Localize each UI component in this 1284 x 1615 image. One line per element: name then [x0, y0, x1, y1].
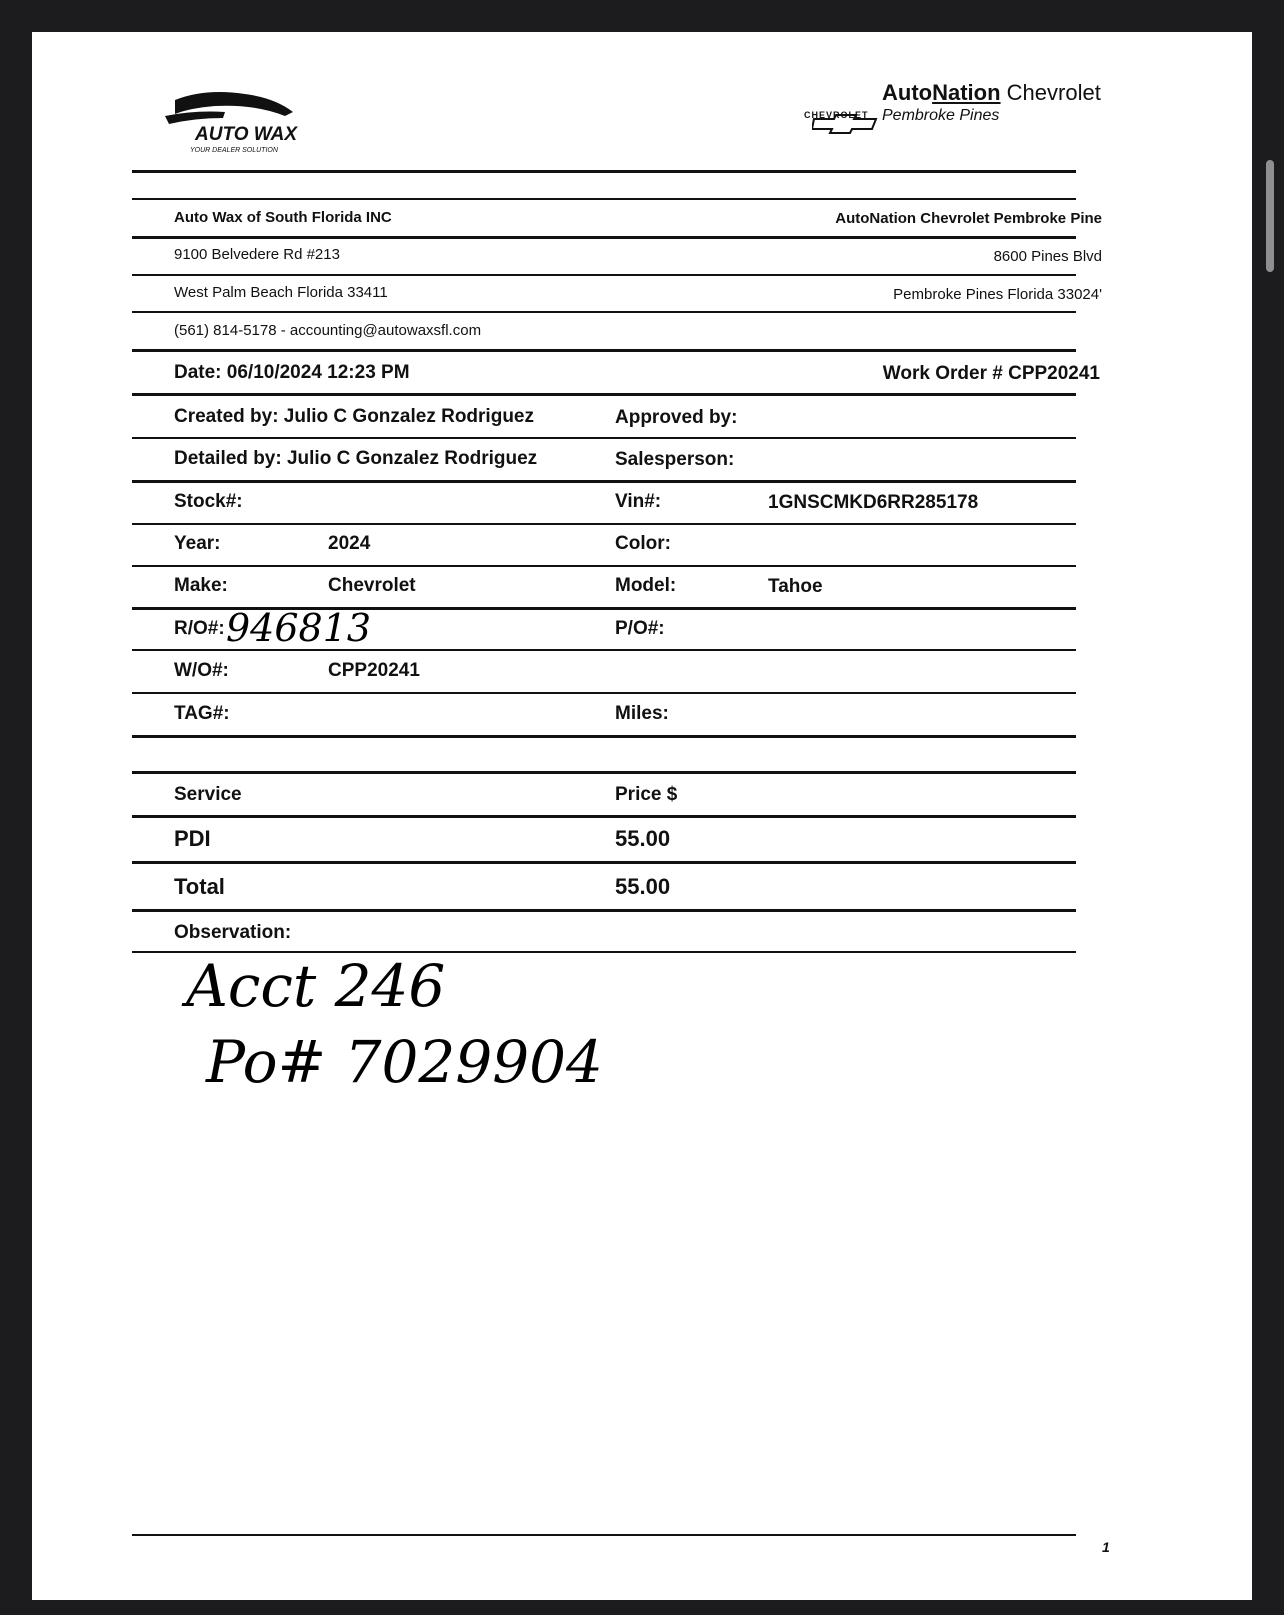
- divider: [132, 735, 1076, 738]
- wo-label: W/O#:: [174, 660, 229, 681]
- model-value: Tahoe: [768, 576, 823, 597]
- divider: [132, 349, 1076, 352]
- divider: [132, 437, 1076, 439]
- service-item-name: PDI: [174, 826, 211, 851]
- vendor-name: Auto Wax of South Florida INC: [174, 209, 392, 226]
- dealer-address: 8600 Pines Blvd: [993, 248, 1102, 265]
- autonation-brand: AutoNation Chevrolet: [882, 80, 1101, 105]
- divider: [132, 311, 1076, 313]
- footer-divider: [132, 1534, 1076, 1536]
- dealer-city: Pembroke Pines Florida 33024': [893, 286, 1102, 303]
- service-column-header: Service: [174, 784, 242, 805]
- year-label: Year:: [174, 533, 221, 554]
- price-column-header: Price $: [615, 784, 678, 805]
- make-label: Make:: [174, 575, 228, 596]
- divider: [132, 274, 1076, 276]
- svg-text:YOUR DEALER SOLUTION: YOUR DEALER SOLUTION: [190, 147, 278, 154]
- ro-handwritten-value: 946813: [226, 606, 372, 650]
- order-date: Date: 06/10/2024 12:23 PM: [174, 362, 410, 383]
- divider: [132, 565, 1076, 567]
- divider: [132, 480, 1076, 483]
- scrollbar[interactable]: [1266, 160, 1274, 272]
- ro-label: R/O#:: [174, 618, 225, 639]
- make-value: Chevrolet: [328, 575, 416, 596]
- detailed-by: Detailed by: Julio C Gonzalez Rodriguez: [174, 448, 538, 469]
- service-item-price: 55.00: [615, 826, 671, 851]
- color-label: Color:: [615, 533, 671, 554]
- total-value: 55.00: [615, 874, 671, 899]
- observation-handwritten-line1: Acct 246: [186, 952, 446, 1020]
- vendor-city: West Palm Beach Florida 33411: [174, 284, 388, 301]
- observation-label: Observation:: [174, 922, 292, 943]
- svg-text:AUTO WAX: AUTO WAX: [195, 124, 298, 145]
- work-order-number: Work Order # CPP20241: [882, 363, 1100, 384]
- divider: [132, 523, 1076, 525]
- page-number: 1: [1102, 1539, 1110, 1555]
- stock-label: Stock#:: [174, 491, 243, 512]
- divider: [132, 198, 1076, 200]
- divider: [132, 861, 1076, 864]
- auto-wax-logo: [135, 70, 305, 160]
- vin-label: Vin#:: [615, 491, 662, 512]
- divider: [132, 909, 1076, 912]
- po-label: P/O#:: [615, 618, 665, 639]
- observation-handwritten-line2: Po# 7029904: [206, 1028, 603, 1096]
- divider: [132, 692, 1076, 694]
- vendor-address: 9100 Belvedere Rd #213: [174, 246, 340, 263]
- divider: [132, 236, 1076, 239]
- vendor-contact: (561) 814-5178 - accounting@autowaxsfl.com: [174, 322, 482, 339]
- approved-by-label: Approved by:: [615, 407, 738, 428]
- wo-value: CPP20241: [328, 660, 420, 681]
- divider: [132, 393, 1076, 396]
- divider: [132, 170, 1076, 173]
- total-label: Total: [174, 874, 225, 899]
- miles-label: Miles:: [615, 703, 669, 724]
- year-value: 2024: [328, 533, 371, 554]
- chevrolet-wordmark: CHEVROLET: [804, 110, 869, 120]
- model-label: Model:: [615, 575, 677, 596]
- vin-value: 1GNSCMKD6RR285178: [768, 492, 979, 513]
- salesperson-label: Salesperson:: [615, 449, 735, 470]
- divider: [132, 815, 1076, 818]
- tag-label: TAG#:: [174, 703, 230, 724]
- created-by: Created by: Julio C Gonzalez Rodriguez: [174, 406, 534, 427]
- dealer-name: AutoNation Chevrolet Pembroke Pine: [835, 210, 1102, 227]
- dealer-location-logo-text: Pembroke Pines: [882, 107, 1000, 124]
- divider: [132, 771, 1076, 774]
